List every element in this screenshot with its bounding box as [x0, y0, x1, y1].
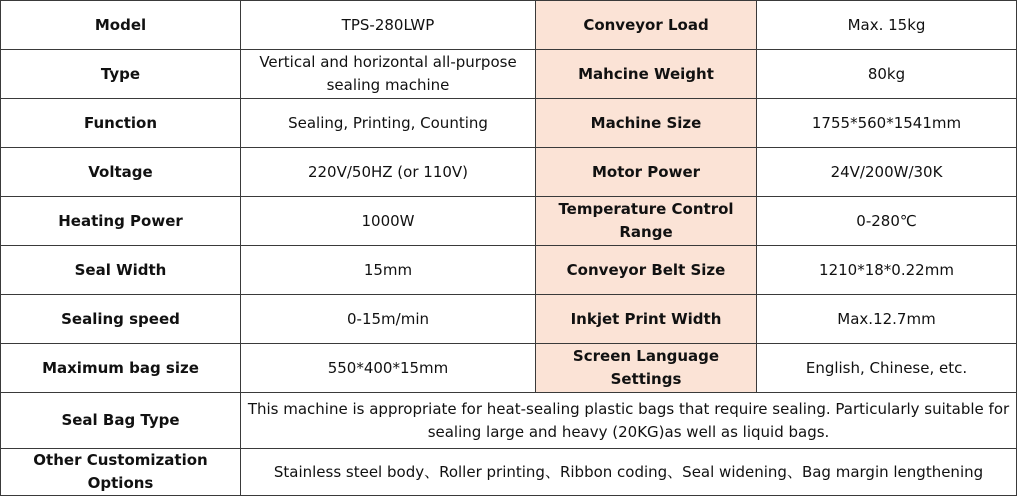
spec-label: Temperature Control Range — [536, 197, 757, 246]
spec-label: Machine Size — [536, 99, 757, 148]
table-row — [1, 344, 1017, 393]
spec-value: 1755*560*1541mm — [757, 99, 1017, 148]
spec-label: Motor Power — [536, 148, 757, 197]
spec-label: Voltage — [1, 148, 241, 197]
spec-value: 220V/50HZ (or 110V) — [241, 148, 536, 197]
table-row — [1, 148, 1017, 197]
table-row — [1, 197, 1017, 246]
spec-label: Inkjet Print Width — [536, 295, 757, 344]
table-row — [1, 1, 1017, 50]
spec-value: 1210*18*0.22mm — [757, 246, 1017, 295]
spec-label: Other Customization Options — [1, 449, 241, 496]
spec-value: 550*400*15mm — [241, 344, 536, 393]
spec-label: Seal Width — [1, 246, 241, 295]
table-row — [1, 449, 1017, 496]
spec-label: Seal Bag Type — [1, 393, 241, 449]
spec-label: Sealing speed — [1, 295, 241, 344]
spec-label: Function — [1, 99, 241, 148]
spec-value: TPS-280LWP — [241, 1, 536, 50]
spec-label: Screen Language Settings — [536, 344, 757, 393]
spec-value: 0-15m/min — [241, 295, 536, 344]
spec-label: Heating Power — [1, 197, 241, 246]
spec-value: 15mm — [241, 246, 536, 295]
spec-value: Max. 15kg — [757, 1, 1017, 50]
spec-value: This machine is appropriate for heat-sealing plastic bags that require sealing. Particularly suitable for sealing large and heavy (20KG)as well as liquid bags. — [241, 393, 1017, 449]
spec-value: Stainless steel body、Roller printing、Ribbon coding、Seal widening、Bag margin lengthening — [241, 449, 1017, 496]
table-row — [1, 295, 1017, 344]
spec-label: Conveyor Belt Size — [536, 246, 757, 295]
spec-value: 1000W — [241, 197, 536, 246]
spec-label: Model — [1, 1, 241, 50]
table-row — [1, 246, 1017, 295]
spec-value: Sealing, Printing, Counting — [241, 99, 536, 148]
spec-value: 80kg — [757, 50, 1017, 99]
spec-value: English, Chinese, etc. — [757, 344, 1017, 393]
spec-label: Mahcine Weight — [536, 50, 757, 99]
spec-value: Vertical and horizontal all-purpose sealing machine — [241, 50, 536, 99]
spec-value: 0-280℃ — [757, 197, 1017, 246]
table-row — [1, 99, 1017, 148]
spec-label: Type — [1, 50, 241, 99]
spec-value: Max.12.7mm — [757, 295, 1017, 344]
table-row — [1, 50, 1017, 99]
spec-label: Conveyor Load — [536, 1, 757, 50]
table-row — [1, 393, 1017, 449]
spec-label: Maximum bag size — [1, 344, 241, 393]
spec-value: 24V/200W/30K — [757, 148, 1017, 197]
